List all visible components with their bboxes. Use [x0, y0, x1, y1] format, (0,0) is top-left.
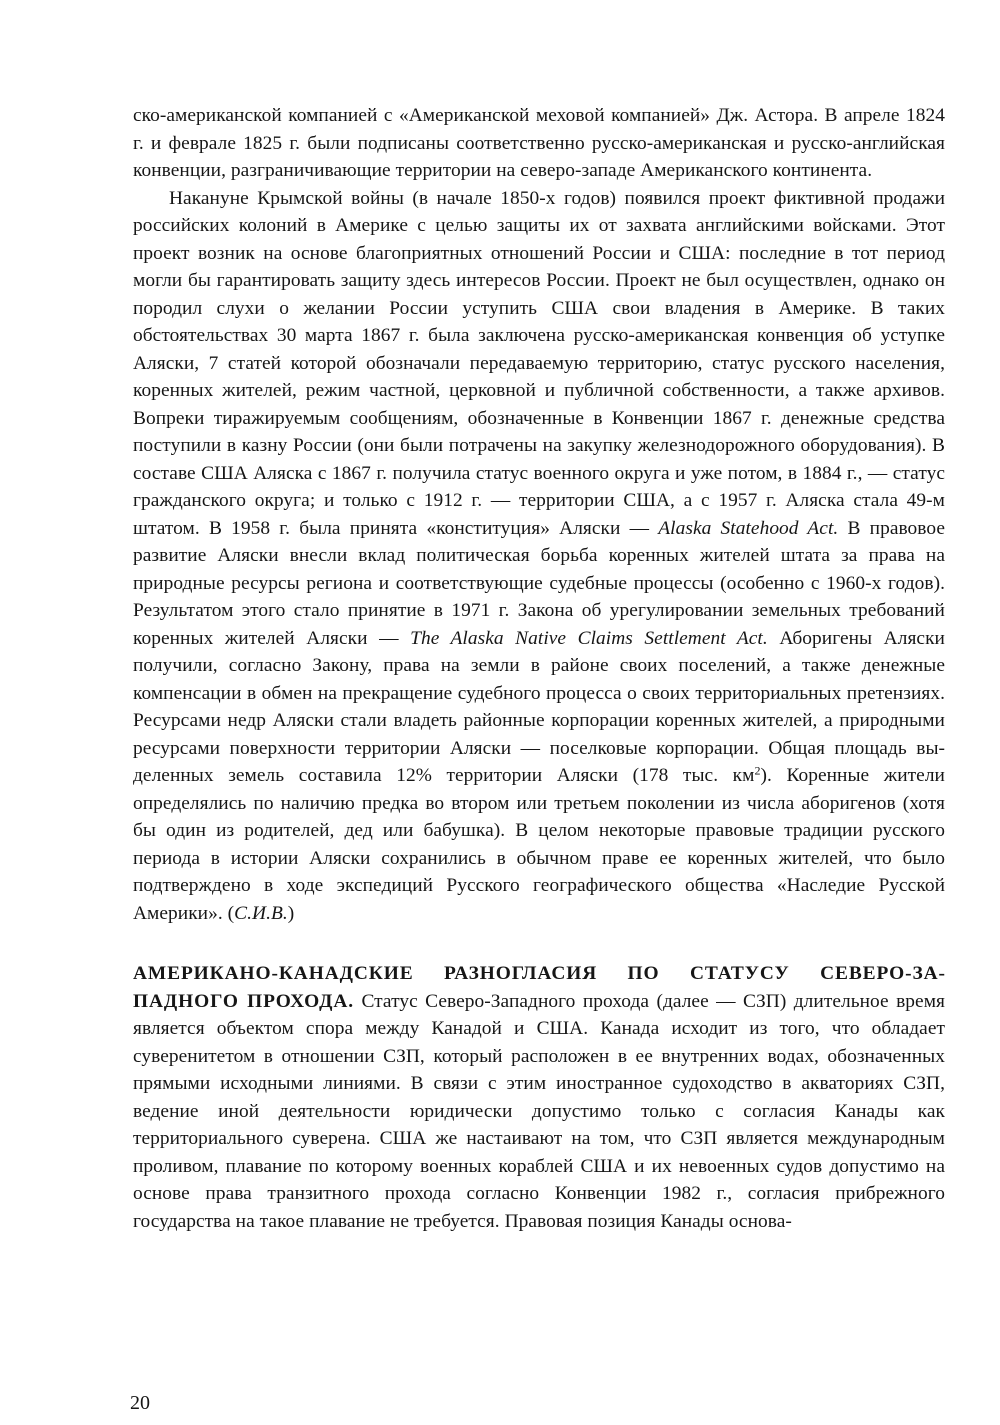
article-northwest-passage: АМЕРИКАНО-КАНАДСКИЕ РАЗНОГЛАСИЯ ПО СТАТУСУ СЕВЕРО-ЗАПАДНОГО ПРОХОДА. Статус Северо-Западного прохода (далее — СЗП) длительное время является объектом спора между Канадой и США. Канада исходит из того, что обладает суверенитетом в отношении СЗП, который расположен в ее внутренних водах, обозначенных прямыми исходными линиями. В связи с этим иностранное судоходство в акваториях СЗП, ведение иной деятельности юридически допустимо только с согласия Канады как территориального суверена. США же настаивают на том, что СЗП является международным проливом, плавание по которому военных кораблей США и их невоенных судов допустимо на основе права транзитного прохода согласно Конвенции 1982 г., согласия прибрежного государства на такое плавание не требуется. Правовая позиция Канады основа- [133, 963, 945, 1232]
paragraph-alaska: Накануне Крымской войны (в начале 1850-х годов) появился проект фиктивной продажи российских колоний в Америке с целью защиты их от захвата английскими войсками. Этот проект возник на основе благоприятных отношений России и США: последние в тот период могли бы гарантировать защиту здесь интересов России. Проект не был осуществлен, однако он породил слухи о желании России уступить США свои владения в Америке. В таких обстоятельствах 30 марта 1867 г. была заключена русско-американская конвенция об уступке Аляски, 7 статей которой обозначали передаваемую территорию, статус русского населения, коренных жителей, режим частной, церковной и публичной собственности, а также архивов. Вопреки тиражируемым сообщениям, обозначенные в Конвенции 1867 г. денежные средства поступили в казну России (они были потрачены на закупку железнодорожного оборудования). В составе США Аляска с 1867 г. получила статус военного округа и уже потом, в 1884 г., — статус гражданского округа; и только с 1912 г. — территории США, а с 1957 г. Аляска стала 49-м штатом. В 1958 г. была принята «конституция» Аляски — Alaska Statehood Act. В правовое развитие Аляски внесли вклад политическая борьба коренных жителей штата за права на природные ресурсы региона и соответствующие судебные процессы (особенно с 1960-х годов). Результатом этого стало принятие в 1971 г. Закона об урегулировании земельных требований коренных жителей Аляски — The Alaska Native Claims Settlement Act. Аборигены Аляски получили, согласно Закону, права на земли в районе своих поселений, а также денежные компенсации в обмен на прекращение судебного процесса о своих территориальных претензиях. Ресурсами недр Аляски стали владеть районные корпорации коренных жителей, а природными ресурсами поверхности территории Аляски — поселковые корпорации. Общая площадь выделенных земель составила 12% территории Аляски (178 тыс. $км^2$). Коренные жители определялись по наличию предка во втором или третьем поколении из числа аборигенов (хотя бы один из родителей, дед или бабушка). В целом некоторые правовые традиции русского периода в истории Аляски сохранились в обычном праве ее коренных жителей, что было подтверждено в ходе экспедиций Русского географического общества «Наследие Русской Америки». (С.И.В.) [133, 187, 946, 924]
author-initials: С.И.В. [234, 902, 288, 924]
article-heading: АМЕРИКАНО-КАНАДСКИЕ РАЗНОГЛАСИЯ ПО СТАТУСУ СЕВЕРО-ЗАПАДНОГО ПРОХОДА. [133, 963, 945, 1012]
superscript-2: 2 [754, 763, 761, 778]
page-number: 20 [130, 1392, 150, 1414]
text-column [133, 102, 945, 1235]
act-title-native-claims: The Alaska Native Claims Settlement Act. [410, 627, 768, 649]
paragraph-continuation: ско-американской компанией с «Американской меховой компанией» Дж. Астора. В апреле 1824 г. и феврале 1825 г. были подписаны соответственно русско-американская и русско-английская конвенции, разграничивающие территории на северо-западе Американского континента. [133, 105, 945, 181]
act-title-statehood: Alaska Statehood Act. [658, 517, 839, 539]
